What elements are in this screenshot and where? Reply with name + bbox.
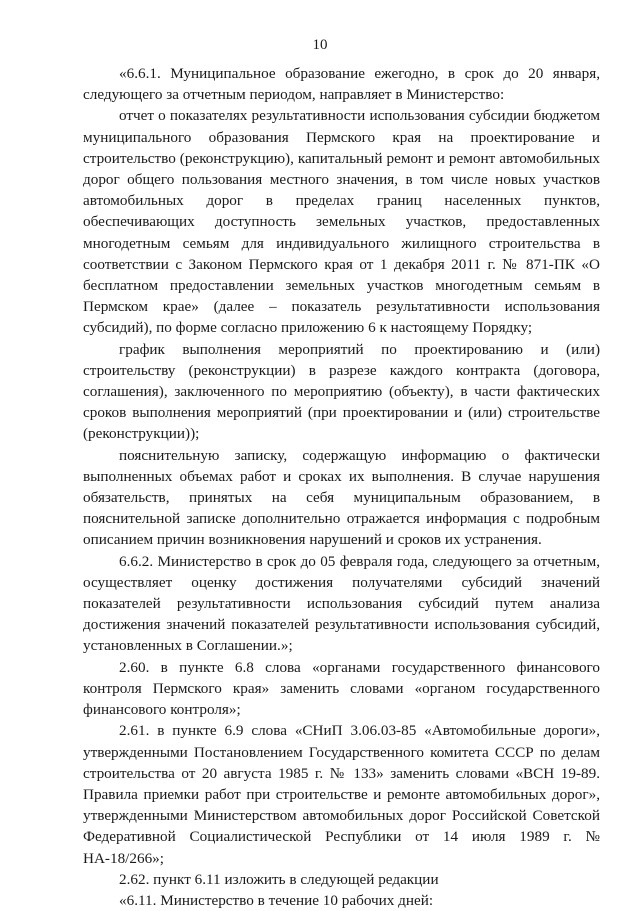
paragraph-2-61: 2.61. в пункте 6.9 слова «СНиП 3.06.03-85 «Автомобильные дороги», утвержденными Постановлением Государственного комитета СССР по делам строительства от 20 августа 1985 г. № 133» заменить словами «ВСН 19-89. Правила приемки работ при строительстве и ремонте автомобильных дорог», утвержденными Министерством автомобильных дорог Российской Советской Федеративной Социалистической Республики от 14 июля 1989 г. № НА-18/266»; bbox=[83, 722, 600, 867]
paragraph-explanatory-note: пояснительную записку, содержащую информацию о фактически выполненных объемах работ и сроках их выполнения. В случае нарушения обязательств, принятых на себя муниципальным образованием, в пояснительной записке дополнительно отражается информация с подробным описанием причин возникновения нарушений и сроков их устранения. bbox=[83, 446, 600, 549]
paragraph-report: отчет о показателях результативности использования субсидии бюджетом муниципального образования Пермского края на проектирование и строительство (реконструкцию), капитальный ремонт и ремонт автомобильных дорог общего пользования местного значения, в том числе новых участков автомобильных дорог в пределах границ населенных пунктов, обеспечивающих доступность земельных участков, предоставленных многодетным семьям для индивидуального жилищного строительства в соответствии с Законом Пермского края от 1 декабря 2011 г. № 871-ПК «О бесплатном предоставлении земельных участков многодетным семьям в Пермском крае» (далее – показатель результативности использования субсидий), по форме согласно приложению 6 к настоящему Порядку; bbox=[83, 107, 600, 337]
page-number: 10 bbox=[312, 37, 328, 53]
document-body bbox=[83, 63, 600, 911]
paragraph-6-11: «6.11. Министерство в течение 10 рабочих дней: bbox=[119, 891, 434, 909]
paragraph-2-60: 2.60. в пункте 6.8 слова «органами государственного финансового контроля Пермского края» заменить словами «органом государственного финансового контроля»; bbox=[83, 658, 600, 719]
paragraph-2-62: 2.62. пункт 6.11 изложить в следующей редакции bbox=[119, 870, 439, 888]
paragraph-6-6-2: 6.6.2. Министерство в срок до 05 февраля года, следующего за отчетным, осуществляет оценку достижения получателями субсидий значений показателей результативности использования субсидий путем анализа достижения значений показателей результативности использования субсидий, установленных в Соглашении.»; bbox=[83, 552, 600, 655]
paragraph-6-6-1: «6.6.1. Муниципальное образование ежегодно, в срок до 20 января, следующего за отчетным периодом, направляет в Министерство: bbox=[83, 65, 600, 104]
paragraph-schedule: график выполнения мероприятий по проектированию и (или) строительству (реконструкции) в разрезе каждого контракта (договора, соглашения), заключенного по мероприятию (объекту), в части фактических сроков выполнения мероприятий (при проектировании и (или) строительстве (реконструкции)); bbox=[83, 340, 600, 443]
